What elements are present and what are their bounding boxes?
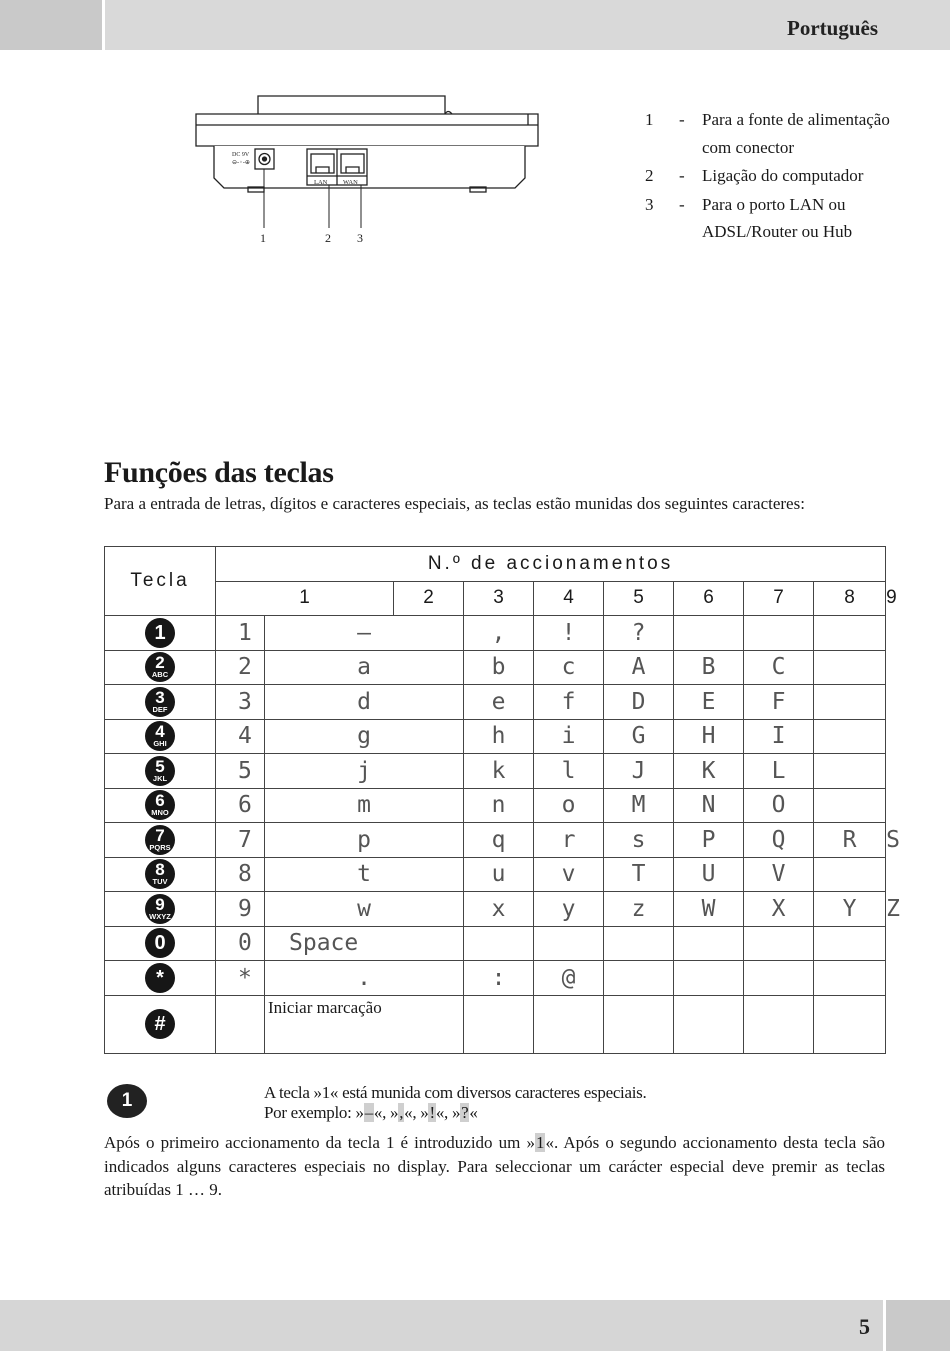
keypad-key-icon: *: [145, 963, 175, 993]
char-cell: –: [265, 616, 464, 651]
char-cell: 8: [216, 857, 265, 892]
legend-dash: -: [679, 194, 685, 214]
legend-text: Ligação do computador: [702, 166, 864, 185]
press-count-header: 7: [744, 581, 814, 616]
char-cell: 0: [216, 926, 265, 961]
press-count-header: 4: [534, 581, 604, 616]
char-cell: :: [464, 961, 534, 996]
char-cell: 3: [216, 685, 265, 720]
char-cell: R: [814, 823, 886, 858]
char-cell: c: [534, 650, 604, 685]
char-cell: 6: [216, 788, 265, 823]
char-cell: h: [464, 719, 534, 754]
char-cell: P: [674, 823, 744, 858]
char-cell: G: [604, 719, 674, 754]
char-cell: W: [674, 892, 744, 927]
keypad-key-icon: 4 GHI: [145, 721, 175, 751]
char-cell: [814, 995, 886, 1053]
char-cell: T: [604, 857, 674, 892]
key-row: [105, 616, 886, 651]
char-cell: z: [604, 892, 674, 927]
char-cell: Space: [265, 926, 464, 961]
key-functions-table: Tecla N.º de accionamentos 1 2 3 4 5 6 7 8 9 1 1 – , ! ? 2 ABC 2 a b c A B C 3 DEF 3 d e f D E F 4 GHI 4 g h i G H I 5 JKL 5 j k l J K L 6 MNO 6 m n o M N O 7 PQRS 7 p q r s P Q R S 8 TUV 8 t u v T U V 9 WXYZ 9 w x y z W X Y Z 0 0 Space * * . : @ # Iniciar marcação: [104, 546, 886, 1054]
key-row: [105, 754, 886, 789]
key-row: [105, 926, 886, 961]
key-row: [105, 857, 886, 892]
char-cell: Iniciar marcação: [265, 995, 464, 1053]
char-cell: 1: [216, 616, 265, 651]
char-cell: 2: [216, 650, 265, 685]
char-cell: F: [744, 685, 814, 720]
key-cell: [105, 823, 216, 858]
char-cell: Y: [814, 892, 886, 927]
page-header: [0, 0, 950, 50]
char-cell: [814, 616, 886, 651]
example-char: !: [429, 1103, 435, 1122]
callout-3: 3: [357, 231, 363, 245]
char-cell: b: [464, 650, 534, 685]
char-cell: [814, 857, 886, 892]
char-cell: y: [534, 892, 604, 927]
char-cell: [814, 650, 886, 685]
key-cell: [105, 995, 216, 1053]
page-number: 5: [859, 1314, 870, 1339]
char-cell: V: [744, 857, 814, 892]
char-cell: k: [464, 754, 534, 789]
legend-text: Para a fonte de alimentação com conector: [702, 110, 890, 157]
power-label: DC 9V: [232, 152, 250, 158]
char-cell: [814, 754, 886, 789]
char-cell: f: [534, 685, 604, 720]
key-cell: [105, 857, 216, 892]
char-cell: [216, 995, 265, 1053]
char-cell: [534, 926, 604, 961]
key-cell: [105, 685, 216, 720]
page-footer: [0, 1300, 950, 1351]
keypad-key-icon: #: [145, 1009, 175, 1039]
char-cell: [604, 995, 674, 1053]
note-line-1: A tecla »1« está munida com diversos caracteres especiais.: [264, 1083, 647, 1102]
example-char: ?: [461, 1103, 469, 1122]
press-count-header: 6: [674, 581, 744, 616]
char-cell: [744, 961, 814, 996]
legend-dash: -: [679, 110, 685, 129]
section-intro: Para a entrada de letras, dígitos e caracteres especiais, as teclas estão munidas dos seguintes caracteres:: [104, 494, 805, 513]
char-cell: [744, 616, 814, 651]
char-cell: A: [604, 650, 674, 685]
keypad-key-icon: 3 DEF: [145, 687, 175, 717]
example-char: ,: [399, 1103, 404, 1122]
char-cell: [604, 926, 674, 961]
char-cell: ,: [464, 616, 534, 651]
char-cell: [674, 995, 744, 1053]
example-char: –: [364, 1103, 373, 1122]
char-cell: r: [534, 823, 604, 858]
char-cell: [814, 719, 886, 754]
char-cell: 9: [216, 892, 265, 927]
char-cell: I: [744, 719, 814, 754]
key-cell: [105, 961, 216, 996]
press-count-header: 3: [464, 581, 534, 616]
note-key-1-icon: 1: [107, 1084, 147, 1118]
char-cell: v: [534, 857, 604, 892]
key-row: [105, 685, 886, 720]
header-tab: [0, 0, 105, 50]
callout-1: 1: [260, 231, 266, 245]
legend-number: 1: [645, 110, 654, 129]
char-cell: M: [604, 788, 674, 823]
char-cell: l: [534, 754, 604, 789]
char-cell: q: [464, 823, 534, 858]
legend-dash: -: [679, 166, 685, 185]
char-cell: X: [744, 892, 814, 927]
char-cell: [814, 685, 886, 720]
key-cell: [105, 788, 216, 823]
section-title: Funções das teclas: [104, 456, 334, 489]
legend-text: Para o porto LAN ou ADSL/Router ou Hub: [702, 194, 853, 241]
char-cell: D: [604, 685, 674, 720]
char-cell: d: [265, 685, 464, 720]
char-cell: ?: [604, 616, 674, 651]
keypad-key-icon: 7 PQRS: [145, 825, 175, 855]
char-cell: 7: [216, 823, 265, 858]
legend-number: 3: [645, 194, 654, 214]
device-top: [258, 96, 445, 116]
char-cell: [814, 788, 886, 823]
char-cell: [744, 995, 814, 1053]
keypad-key-icon: 6 MNO: [145, 790, 175, 820]
keypad-key-icon: 8 TUV: [145, 859, 175, 889]
svg-text:⊖-◦-⊕: ⊖-◦-⊕: [232, 159, 250, 166]
press-count-header: 5: [604, 581, 674, 616]
wan-label: WAN: [343, 179, 358, 186]
char-cell: [464, 926, 534, 961]
keypad-key-icon: 2 ABC: [145, 652, 175, 682]
legend-number: 2: [645, 166, 654, 185]
callout-2: 2: [325, 231, 331, 245]
explanation-paragraph: Após o primeiro accionamento da tecla 1 é introduzido um »1«. Após o segundo accionamento desta tecla são indicados alguns caracteres especiais no display. Para seleccionar um carácter especial deve premir as teclas atribuídas 1 … 9.: [104, 1133, 886, 1199]
char-cell: [814, 926, 886, 961]
header-language: Português: [787, 16, 878, 40]
char-cell: x: [464, 892, 534, 927]
key-row: [105, 650, 886, 685]
device-body: [196, 114, 538, 146]
char-cell: 4: [216, 719, 265, 754]
footer-tab: [883, 1300, 950, 1351]
key-row: [105, 719, 886, 754]
keypad-key-icon: 1: [145, 618, 175, 648]
note-text: [264, 1083, 646, 1123]
char-cell: [674, 961, 744, 996]
char-cell: n: [464, 788, 534, 823]
char-cell: H: [674, 719, 744, 754]
char-cell: L: [744, 754, 814, 789]
char-cell: K: [674, 754, 744, 789]
char-cell: 5: [216, 754, 265, 789]
char-cell: @: [534, 961, 604, 996]
char-cell: U: [674, 857, 744, 892]
char-cell: e: [464, 685, 534, 720]
char-cell: [464, 995, 534, 1053]
char-cell: !: [534, 616, 604, 651]
display-char-1: 1: [535, 1133, 545, 1152]
char-cell: j: [265, 754, 464, 789]
char-cell: [744, 926, 814, 961]
press-count-header: 1: [216, 581, 394, 616]
char-cell: J: [604, 754, 674, 789]
key-cell: [105, 616, 216, 651]
press-count-header: 8: [814, 581, 886, 616]
key-cell: [105, 650, 216, 685]
char-cell: B: [674, 650, 744, 685]
char-cell: E: [674, 685, 744, 720]
char-cell: *: [216, 961, 265, 996]
char-cell: o: [534, 788, 604, 823]
char-cell: u: [464, 857, 534, 892]
char-cell: m: [265, 788, 464, 823]
char-cell: t: [265, 857, 464, 892]
key-row: 9 WXYZ 9 w x y z W X Y Z: [105, 892, 886, 927]
key-row: [105, 788, 886, 823]
char-cell: N: [674, 788, 744, 823]
lan-label: LAN: [314, 179, 328, 186]
char-cell: [674, 926, 744, 961]
key-cell: [105, 926, 216, 961]
key-cell: [105, 754, 216, 789]
key-column-header: Tecla: [105, 547, 216, 616]
char-cell: Q: [744, 823, 814, 858]
presses-header: N.º de accionamentos: [216, 547, 886, 582]
key-cell: [105, 892, 216, 927]
device-back-diagram: [190, 92, 550, 252]
char-cell: g: [265, 719, 464, 754]
char-cell: [814, 961, 886, 996]
char-cell: [534, 995, 604, 1053]
char-cell: C: [744, 650, 814, 685]
char-cell: [604, 961, 674, 996]
legend-item: [645, 191, 895, 246]
char-cell: .: [265, 961, 464, 996]
char-cell: w: [265, 892, 464, 927]
legend-item: [645, 106, 895, 161]
keypad-key-icon: 9 WXYZ: [145, 894, 175, 924]
char-cell: i: [534, 719, 604, 754]
key-row: [105, 995, 886, 1053]
char-cell: p: [265, 823, 464, 858]
key-row: 7 PQRS 7 p q r s P Q R S: [105, 823, 886, 858]
legend-item: [645, 162, 895, 190]
key-cell: [105, 719, 216, 754]
char-cell: [674, 616, 744, 651]
key-row: [105, 961, 886, 996]
press-count-header: 2: [394, 581, 464, 616]
keypad-key-icon: 5 JKL: [145, 756, 175, 786]
device-legend: [645, 106, 895, 246]
char-cell: s: [604, 823, 674, 858]
note-examples: Por exemplo: »–«, »,«, »!«, »?«: [264, 1103, 478, 1122]
char-cell: a: [265, 650, 464, 685]
keypad-key-icon: 0: [145, 928, 175, 958]
char-cell: O: [744, 788, 814, 823]
